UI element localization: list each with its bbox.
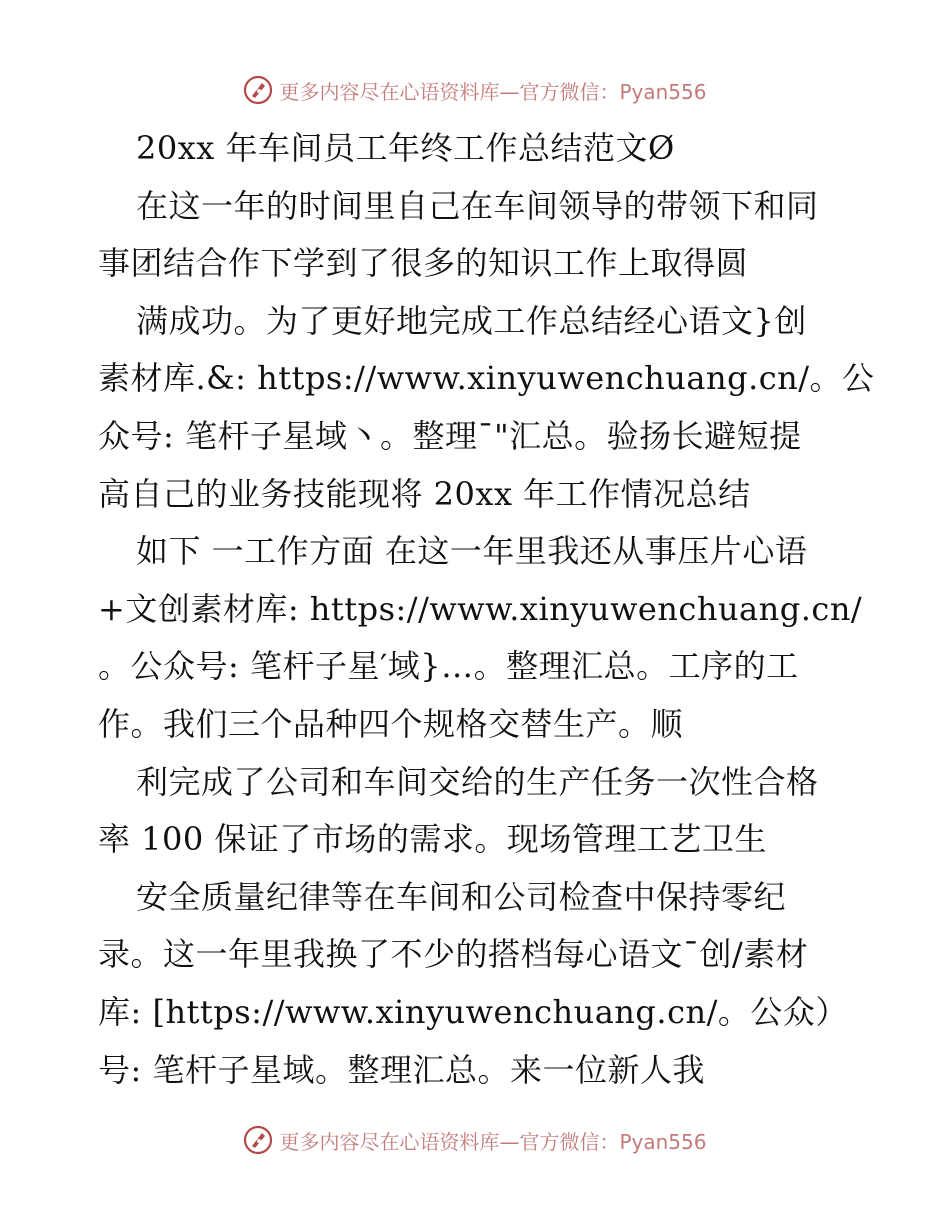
pen-nib-seal-icon (243, 75, 273, 105)
header-banner (0, 70, 950, 110)
footer-banner-text: 更多内容尽在心语资料库—官方微信：Pyan556 (279, 1129, 707, 1154)
text-line: 安全质量纪律等在车间和公司检查中保持零纪 (136, 877, 787, 916)
text-line: 号: 笔杆子星域。整理汇总。来一位新人我 (98, 1050, 705, 1089)
text-line: +文创素材库: https://www.xinyuwenchuang.cn/ (98, 589, 863, 628)
text-line: 20xx 年车间员工年终工作总结范文Ø (136, 129, 675, 167)
text-line: 众号: 笔杆子星域丶。整理¯"汇总。验扬长避短提 (98, 416, 802, 455)
pen-nib-seal-icon (243, 1125, 273, 1155)
text-line: 高自己的业务技能现将 20xx 年工作情况总结 (98, 474, 751, 513)
text-line: 满成功。为了更好地完成工作总结经心语文}创 (136, 301, 807, 340)
document-body (98, 120, 875, 1099)
text-line: 素材库.&: https://www.xinyuwenchuang.cn/。公 (98, 359, 875, 398)
text-line: 在这一年的时间里自己在车间领导的带领下和同 (136, 186, 819, 225)
footer-banner (0, 1120, 950, 1160)
text-line: 录。这一年里我换了不少的搭档每心语文¯创/素材 (98, 935, 809, 974)
text-line: 库: [https://www.xinyuwenchuang.cn/。公众） (98, 992, 848, 1031)
text-line: 利完成了公司和车间交给的生产任务一次性合格 (136, 762, 819, 801)
text-line: 。公众号: 笔杆子星′域}…。整理汇总。工序的工 (98, 647, 799, 686)
text-line: 率 100 保证了市场的需求。现场管理工艺卫生 (98, 820, 767, 859)
text-line: 事团结合作下学到了很多的知识工作上取得圆 (98, 244, 749, 283)
text-line: 作。我们三个品种四个规格交替生产。顺 (98, 704, 684, 743)
text-line: 如下 一工作方面 在这一年里我还从事压片心语 (136, 532, 808, 571)
header-banner-text: 更多内容尽在心语资料库—官方微信：Pyan556 (279, 79, 707, 104)
